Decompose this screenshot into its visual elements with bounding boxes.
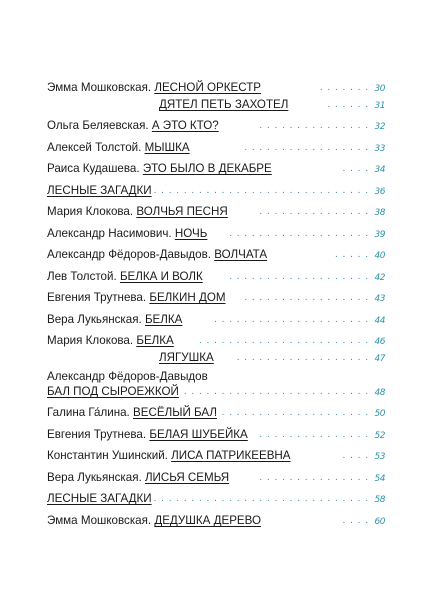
dot-leader: . . . . . . . . . . . . . . . . . xyxy=(244,292,369,303)
entry-page: 32 xyxy=(374,122,385,132)
entry-author: Вера Лукьянская. xyxy=(47,471,142,484)
entry-title: НОЧЬ xyxy=(174,227,208,240)
entry-author: Раиса Кудашева. xyxy=(47,162,140,175)
toc-entry xyxy=(47,333,385,349)
entry-title: БЕЛКИН ДОМ xyxy=(149,291,226,304)
toc-entry xyxy=(47,513,385,529)
toc-entry xyxy=(47,140,385,156)
dot-leader: . . . . . . . xyxy=(319,82,369,93)
toc-entry xyxy=(47,204,385,220)
entry-title: ЛИСЬЯ СЕМЬЯ xyxy=(144,471,230,484)
toc-entry xyxy=(47,183,385,199)
entry-page: 54 xyxy=(374,474,385,484)
entry-page: 30 xyxy=(374,84,385,94)
dot-leader: . . . . xyxy=(342,450,369,461)
dot-leader: . . . . . . . . . . . . . . . . . . . xyxy=(229,271,369,282)
toc-entry xyxy=(47,80,385,96)
dot-leader: . . . . . . . . . . . . . . . xyxy=(259,206,369,217)
dot-leader: . . . . . . . . . . . . . . . . . . . xyxy=(229,228,369,239)
dot-leader: . . . . . . . . . . . . . . . . . . . . . . . . . . . . . xyxy=(153,185,369,196)
dot-leader: . . . . . . . . . . . . . . . . . . . . . xyxy=(214,407,369,418)
entry-page: 42 xyxy=(374,273,385,283)
entry-title: ЛЕСНОЙ ОРКЕСТР xyxy=(154,81,262,94)
toc-entry xyxy=(47,226,385,242)
dot-leader: . . . . . . . . . . . . . . . . . . . . . . . . . . . . . xyxy=(153,493,369,504)
entry-page: 38 xyxy=(374,208,385,218)
dot-leader: . . . . . . . . . . . . . . . . . . . . . . . xyxy=(198,335,369,346)
entry-author: Евгения Трутнева. xyxy=(47,291,147,304)
entry-page: 43 xyxy=(374,294,385,304)
entry-title: ВОЛЧЬЯ ПЕСНЯ xyxy=(136,205,228,218)
entry-title: ЛИСА ПАТРИКЕЕВНА xyxy=(171,449,291,462)
entry-page: 60 xyxy=(374,517,385,527)
entry-title: ЛЕСНЫЕ ЗАГАДКИ xyxy=(47,184,152,197)
entry-page: 47 xyxy=(374,354,385,364)
entry-title: МЫШКА xyxy=(144,141,190,154)
entry-page: 36 xyxy=(374,187,385,197)
toc-entry xyxy=(47,384,385,400)
toc-entry xyxy=(159,350,385,366)
entry-page: 31 xyxy=(374,101,385,111)
entry-title: ЛЕСНЫЕ ЗАГАДКИ xyxy=(47,492,152,505)
toc-entry xyxy=(47,247,385,263)
entry-author: Галина Га́лина. xyxy=(47,406,130,419)
entry-title: ЭТО БЫЛО В ДЕКАБРЕ xyxy=(142,162,272,175)
entry-title: БЕЛАЯ ШУБЕЙКА xyxy=(149,428,248,441)
entry-author: Алексей Толстой. xyxy=(47,141,142,154)
entry-author: Александр Насимович. xyxy=(47,227,172,240)
entry-title: ВЕСЁЛЫЙ БАЛ xyxy=(133,406,217,419)
dot-leader: . . . . . . . . . . . . . . . xyxy=(259,472,369,483)
toc-entry xyxy=(47,405,385,421)
entry-title: ДЯТЕЛ ПЕТЬ ЗАХОТЕЛ xyxy=(159,98,289,111)
toc-entry xyxy=(47,491,385,507)
toc-entry xyxy=(47,290,385,306)
toc-entry xyxy=(47,427,385,443)
dot-leader: . . . . . . . . . . . . . . . . . . . . . . . . . . xyxy=(176,386,369,397)
toc-entry xyxy=(159,97,385,113)
entry-page: 34 xyxy=(374,165,385,175)
entry-title: БЕЛКА И ВОЛК xyxy=(119,270,203,283)
entry-author: Мария Клокова. xyxy=(47,205,134,218)
toc-entry xyxy=(47,312,385,328)
toc-entry xyxy=(47,269,385,285)
toc-entry xyxy=(47,470,385,486)
entry-author: Вера Лукьянская. xyxy=(47,313,142,326)
entry-page: 52 xyxy=(374,431,385,441)
entry-page: 33 xyxy=(374,144,385,154)
dot-leader: . . . . . . . . . . . . . . . xyxy=(259,120,369,131)
entry-author: Мария Клокова. xyxy=(47,334,134,347)
entry-author: Эмма Мошковская. xyxy=(47,81,152,94)
entry-author: Эмма Мошковская. xyxy=(47,514,152,527)
entry-author: Александр Фёдоров-Давыдов. xyxy=(47,248,212,261)
toc-entry xyxy=(47,369,377,385)
dot-leader: . . . . . . xyxy=(327,99,369,110)
entry-author: Лев Толстой. xyxy=(47,270,117,283)
dot-leader: . . . . . . . . . . . . . . . xyxy=(259,429,369,440)
entry-author: Александр Фёдоров-Давыдов xyxy=(47,370,208,383)
dot-leader: . . . . . . . . . . . . . . . . . xyxy=(244,142,369,153)
entry-title: ВОЛЧАТА xyxy=(214,248,268,261)
entry-title: ДЕДУШКА ДЕРЕВО xyxy=(154,514,262,527)
entry-page: 44 xyxy=(374,316,385,326)
dot-leader: . . . . xyxy=(342,515,369,526)
entry-title: БЕЛКА xyxy=(144,313,183,326)
toc-entry xyxy=(47,448,385,464)
toc-entry xyxy=(47,118,385,134)
entry-title: БАЛ ПОД СЫРОЕЖКОЙ xyxy=(47,385,179,398)
entry-title: БЕЛКА xyxy=(136,334,174,347)
entry-page: 48 xyxy=(374,388,385,398)
entry-author: Константин Ушинский. xyxy=(47,449,168,462)
toc-entry xyxy=(47,161,385,177)
entry-author: Ольга Беляевская. xyxy=(47,119,149,132)
entry-page: 46 xyxy=(374,337,385,347)
entry-author: Евгения Трутнева. xyxy=(47,428,147,441)
entry-page: 58 xyxy=(374,495,385,505)
dot-leader: . . . . . . . . . . . . . . . . . . xyxy=(236,352,369,363)
entry-title: А ЭТО КТО? xyxy=(151,119,219,132)
entry-page: 53 xyxy=(374,452,385,462)
dot-leader: . . . . . xyxy=(334,249,369,260)
entry-title: ЛЯГУШКА xyxy=(159,351,214,364)
dot-leader: . . . . xyxy=(342,163,369,174)
dot-leader: . . . . . . . . . . . . . . . . . . . . . xyxy=(214,314,369,325)
entry-page: 40 xyxy=(374,251,385,261)
entry-page: 50 xyxy=(374,409,385,419)
entry-page: 39 xyxy=(374,230,385,240)
